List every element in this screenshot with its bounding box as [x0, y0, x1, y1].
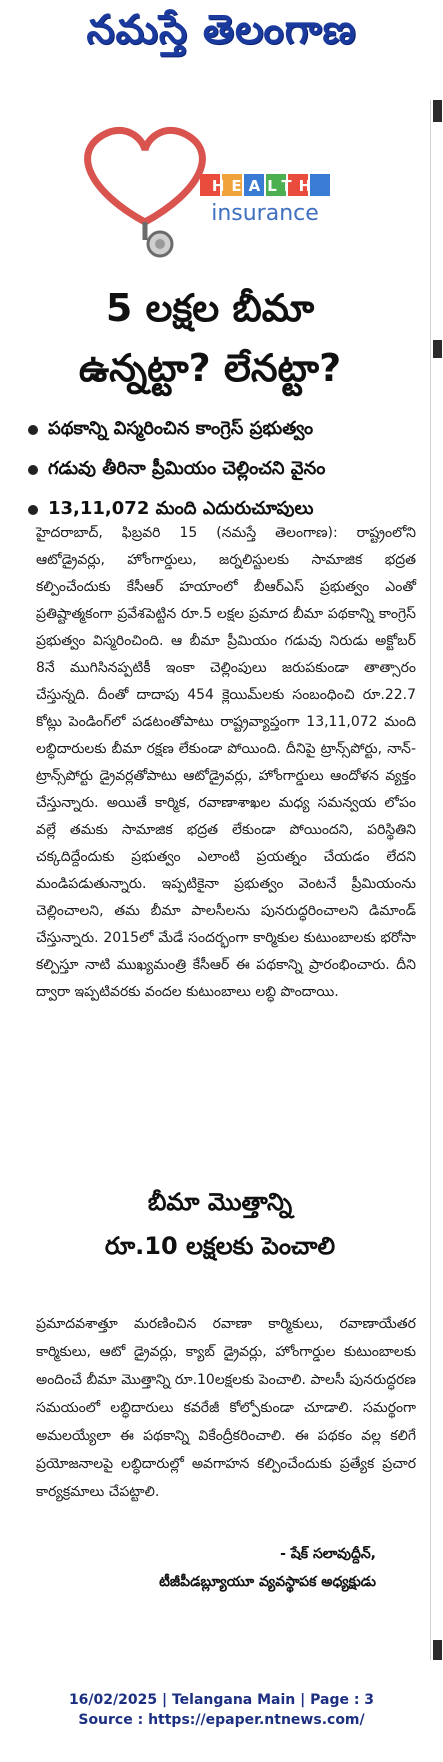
bullet-icon [28, 425, 38, 435]
adjacent-block [433, 340, 442, 358]
headline-line-2: ఉన్నట్టా? లేనట్టా? [78, 346, 342, 390]
stethoscope-heart-icon [50, 122, 380, 262]
article-headline [10, 278, 410, 398]
author-byline [36, 1540, 376, 1596]
article-body-paragraph: హైదరాబాద్, ఫిబ్రవరి 15 (నమస్తే తెలంగాణ): రాష్ట్రంలోని ఆటోడ్రైవర్లు, హోంగార్డులు, జర్నలిస్టులకు సామాజిక భద్రత కల్పించేందుకు కేసీఆర్ హయాంలో బీఆర్ఎస్ ప్రభుత్వం ఎంతో ప్రతిష్టాత్మకంగా ప్రవేశపెట్టిన రూ.5 లక్షల ప్రమాద బీమా పథకాన్ని కాంగ్రెస్ ప్రభుత్వం విస్మరించింది. ఆ బీమా ప్రీమియం గడువు నిరుడు అక్టోబర్ 8నే ముగిసినప్పటికీ ఇంకా చెల్లింపులు జరుపకుండా తాత్సారం చేస్తున్నది. దీంతో దాదాపు 454 క్లెయిమ్‌లకు సంబంధించి రూ.22.7 కోట్లు పెండింగ్‌లో పడటంతోపాటు రాష్ట్రవ్యాప్తంగా 13,11,072 మంది లబ్ధిదారులకు బీమా రక్షణ లేకుండా పోయింది. దీనిపై ట్రాన్స్‌పోర్టు, నాన్-ట్రాన్స్‌పోర్టు డ్రైవర్లతోపాటు ఆటోడ్రైవర్లు, హోంగార్డులు ఆందోళన వ్యక్తం చేస్తున్నారు. అయితే కార్మిక, రవాణాశాఖల మధ్య సమన్వయ లోపం వల్లే తమకు సామాజిక భద్రత లేకుండా పోయిందని, పరిస్థితిని చక్కదిద్దేందుకు ప్రభుత్వం ఎలాంటి ప్రయత్నం చేయడం లేదని మండిపడుతున్నారు. ఇప్పటికైనా ప్రభుత్వం వెంటనే ప్రీమియంను చెల్లించాలని, తమ బీమా పాలసీలను పునరుద్ధరించాలని డిమాండ్ చేస్తున్నారు. 2015లో మేడే సందర్భంగా కార్మికుల కుటుంబాలకు భరోసా కల్పిస్తూ నాటి ముఖ్యమంత్రి కేసీఆర్ ఈ పథకాన్ని ప్రారంభించారు. దీని ద్వారా ఇప్పటివరకు వందల కుటుంబాలు లబ్ధి పొందాయి. [36, 525, 416, 1000]
headline-line-1: 5 లక్షల బీమా [105, 286, 315, 330]
subheading-line-2: రూ.10 లక్షలకు పెంచాలి [104, 1232, 336, 1260]
page-footer [0, 1690, 443, 1730]
highlight-text: పథకాన్ని విస్మరించిన కాంగ్రెస్ ప్రభుత్వం [48, 417, 314, 439]
author-name: - షేక్ సలావుద్దీన్, [280, 1546, 376, 1562]
article-subheading [10, 1180, 430, 1268]
masthead [0, 0, 443, 70]
edition-info: 16/02/2025 | Telangana Main | Page : 3 [68, 1692, 375, 1708]
source-link[interactable]: Source : https://epaper.ntnews.com/ [78, 1712, 365, 1728]
health-badge-text: HEALTH [211, 177, 319, 195]
adjacent-block [433, 1640, 442, 1660]
article-body-paragraph-2: ప్రమాదవశాత్తూ మరణించిన రవాణా కార్మికులు, రవాణాయేతర కార్మికులు, ఆటో డ్రైవర్లు, క్యాబ్ డ్రైవర్లు, హోంగార్డుల కుటుంబాలకు అందించే బీమా మొత్తాన్ని రూ.10లక్షలకు పెంచాలి. పాలసీ పునరుద్ధరణ సమయంలో లబ్ధిదారులు కవరేజీ కోల్పోకుండా చూడాలి. సమర్థంగా అమలయ్యేలా ఈ పథకాన్ని వికేంద్రీకరించాలి. ఈ పథకం వల్ల కలిగే ప్రయోజనాలపై లబ్ధిదారుల్లో అవగాహన కల్పించేందుకు ప్రత్యేక ప్రచార కార్యక్రమాలు చేపట్టాలి. [36, 1316, 416, 1500]
highlight-item [28, 450, 428, 490]
author-role: టీజీపీడబ్ల్యూయూ వ్యవస్థాపక అధ్యక్షుడు [159, 1574, 376, 1590]
adjacent-block [433, 100, 442, 122]
highlights-list [28, 410, 428, 530]
highlight-text: గడువు తీరినా ప్రీమియం చెల్లించని వైనం [48, 457, 326, 479]
news-article [10, 100, 430, 1680]
bullet-icon [28, 505, 38, 515]
highlight-item [28, 410, 428, 450]
adjacent-column-edge [430, 100, 443, 1660]
highlight-text: 13,11,072 మంది ఎదురుచూపులు [48, 497, 314, 519]
bullet-icon [28, 465, 38, 475]
health-insurance-illustration [50, 122, 380, 262]
newspaper-title: నమస్తే తెలంగాణ [86, 7, 357, 53]
insurance-badge-text: insurance [211, 201, 319, 226]
subheading-line-1: బీమా మొత్తాన్ని [147, 1188, 293, 1216]
